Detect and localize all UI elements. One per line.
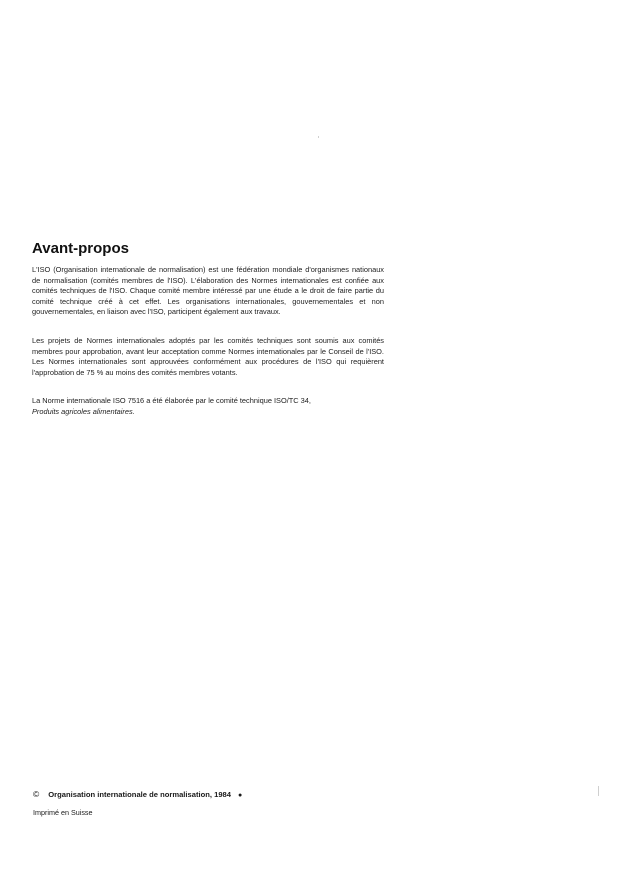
foreword-section (32, 240, 384, 436)
printed-in-line: Imprimé en Suisse (33, 808, 93, 817)
copyright-line (33, 789, 242, 801)
copyright-text: Organisation internationale de normalisation, 1984 (48, 790, 231, 799)
standard-origin-text: La Norme internationale ISO 7516 a été élaborée par le comité technique ISO/TC 34, (32, 396, 311, 406)
paragraph-draft-approval: Les projets de Normes internationales adoptés par les comités techniques sont soumis aux comités membres pour approbation, avant leur acceptation comme Normes internationales par le Conseil de l'ISO. Les Normes internationales sont approuvées conformément aux procédures de l'ISO qui requièrent l'approbation de 75 % au moins des comités membres votants. (32, 335, 384, 377)
paragraph-iso-federation: L'ISO (Organisation internationale de normalisation) est une fédération mondiale d'organismes nationaux de normalisation (comités membres de l'ISO). L'élaboration des Normes internationales est confiée aux comités techniques de l'ISO. Chaque comité membre intéressé par une étude a le droit de faire partie du comité technique créé à cet effet. Les organisations internationales, gouvernementales et non gouvernementales, en liaison avec l'ISO, participent également aux travaux. (32, 265, 384, 317)
section-heading: Avant-propos (32, 240, 129, 257)
scan-mark (318, 136, 319, 138)
copyright-symbol: © (33, 789, 40, 799)
scan-mark (598, 786, 599, 796)
bullet-marker-icon: ● (237, 792, 243, 799)
paragraph-standard-origin (32, 396, 384, 417)
committee-title: Produits agricoles alimentaires. (32, 406, 135, 416)
